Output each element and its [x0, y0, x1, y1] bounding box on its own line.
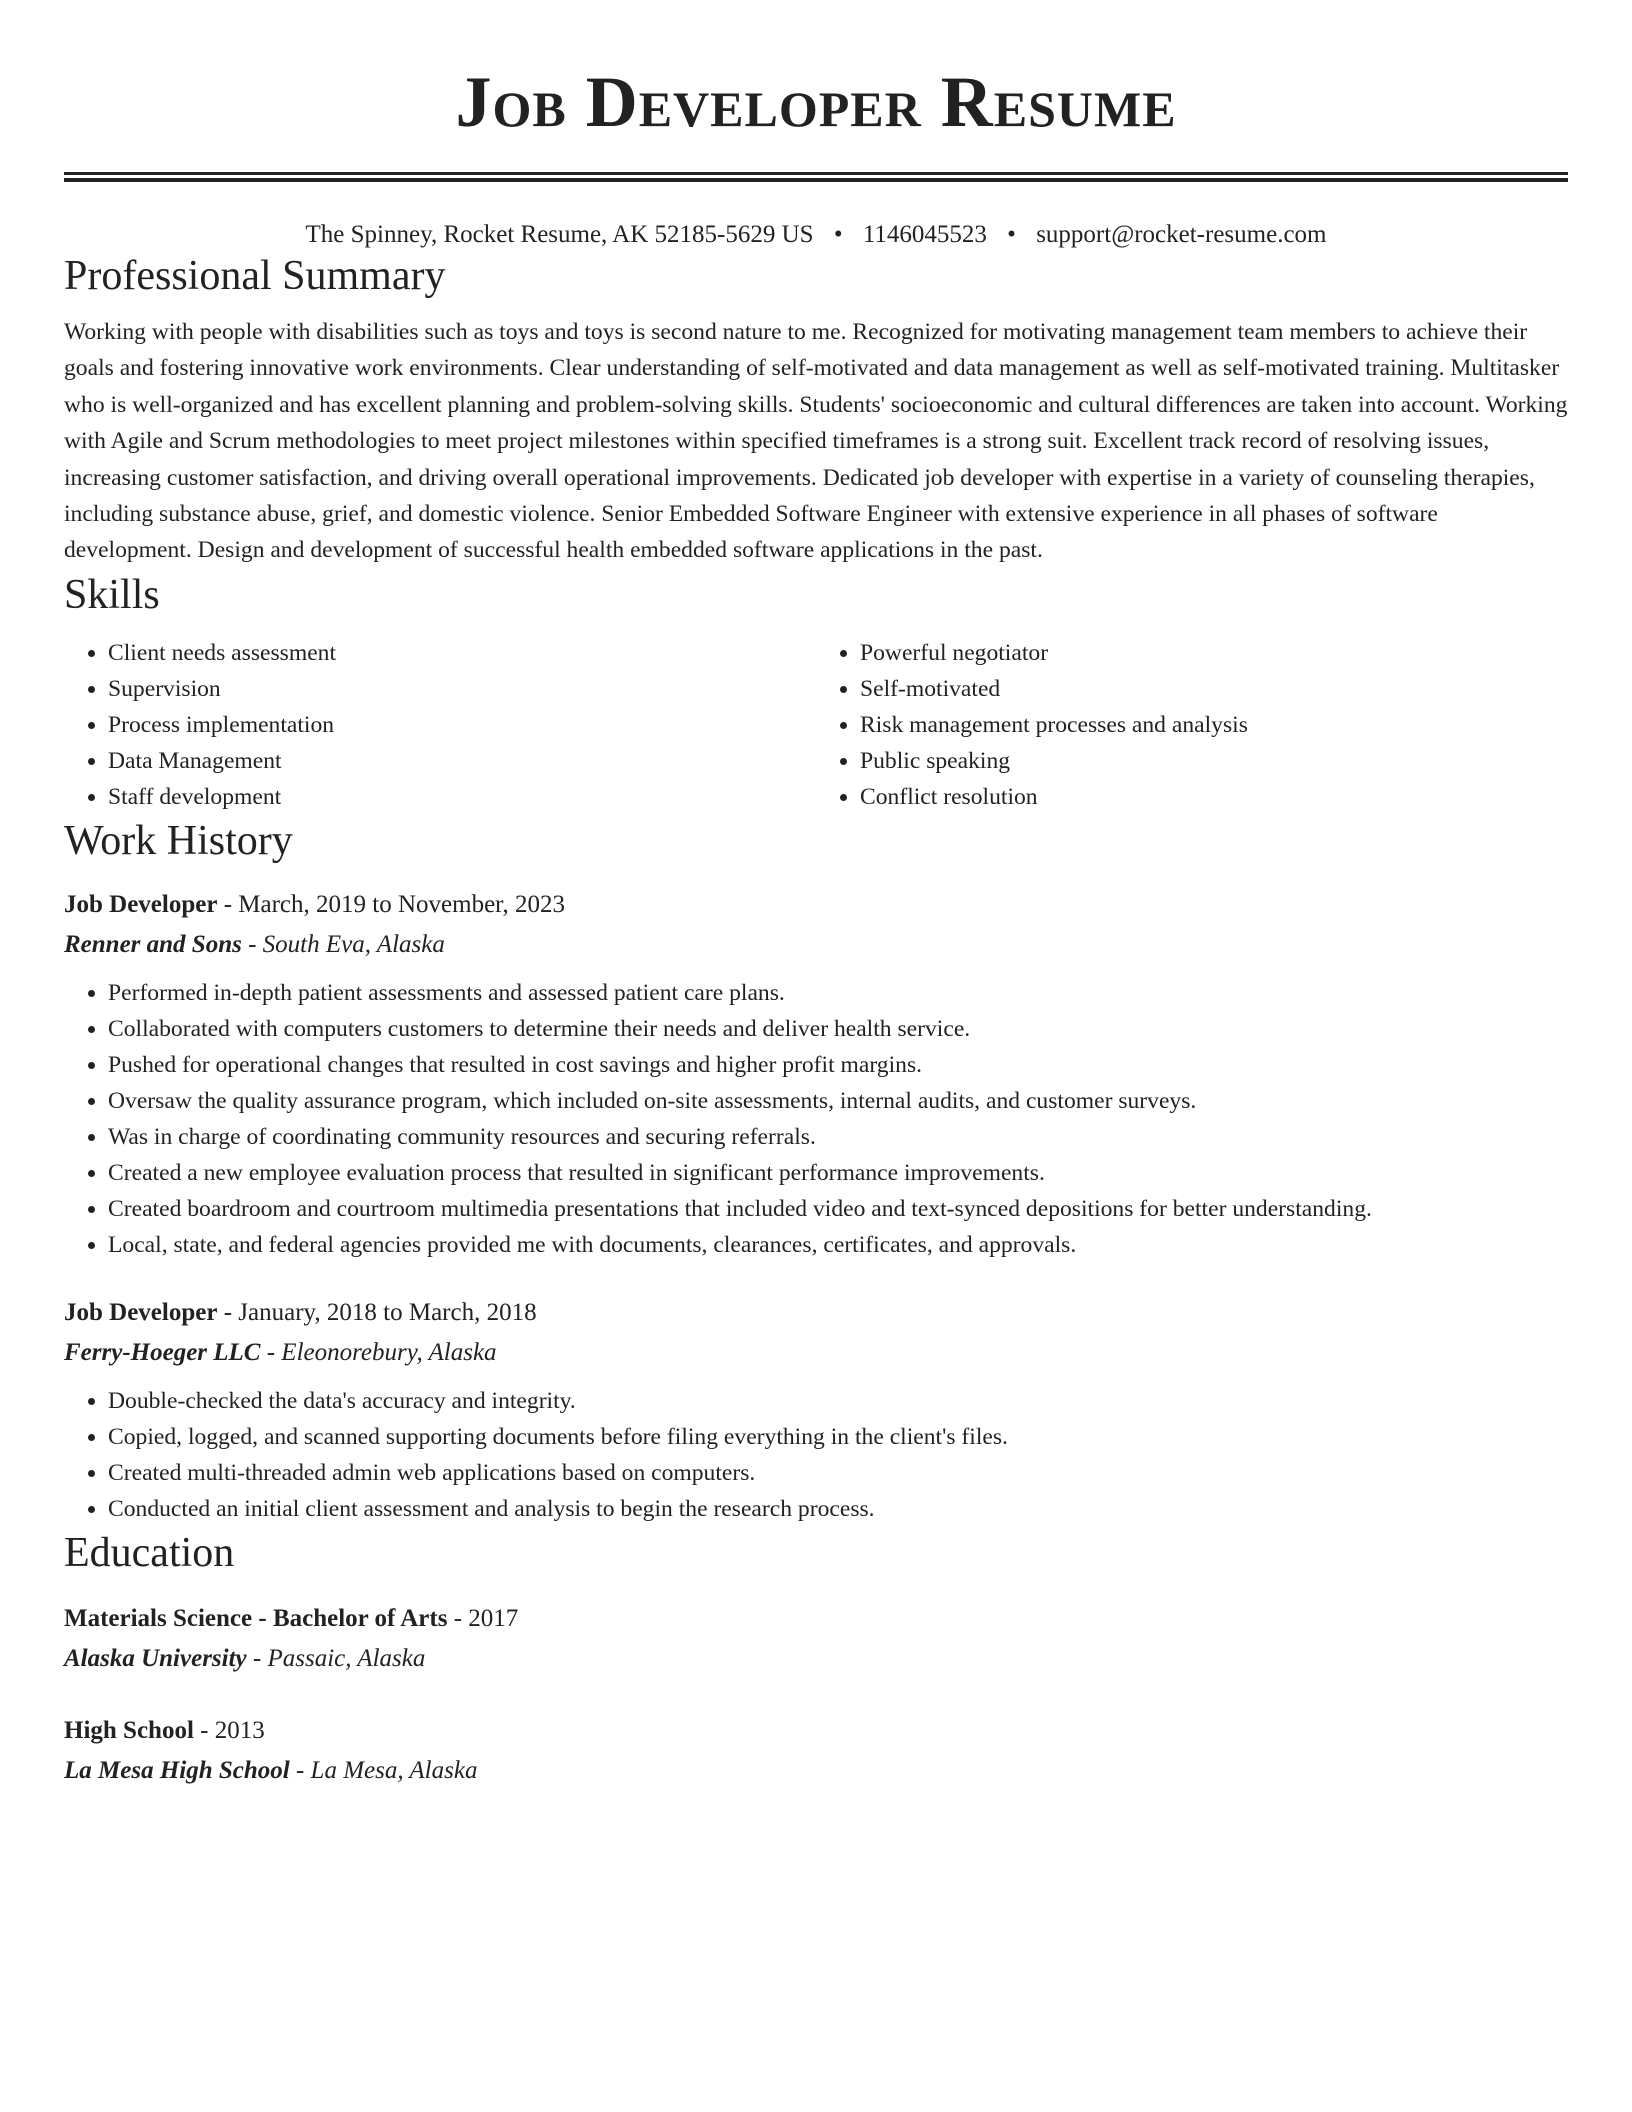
skill-item: • Client needs assessment: [108, 635, 816, 671]
contact-address: The Spinney, Rocket Resume, AK 52185-5629 US: [305, 221, 814, 248]
job-company: Renner and Sons: [64, 930, 242, 958]
job-company-line: [64, 925, 1568, 965]
skill-item: • Process implementation: [108, 707, 816, 743]
title-divider: [64, 172, 1568, 182]
skill-item: • Self-motivated: [860, 671, 1568, 707]
job-duty-item: • Double-checked the data's accuracy and integrity.: [108, 1383, 1568, 1419]
job-entry: [64, 885, 1568, 1263]
education-degree: Materials Science - Bachelor of Arts: [64, 1604, 448, 1632]
education-location: - Passaic, Alaska: [246, 1644, 426, 1672]
job-header: [64, 885, 1568, 925]
education-degree-line: [64, 1599, 1568, 1639]
education-school: Alaska University: [64, 1644, 247, 1672]
skill-item: • Powerful negotiator: [860, 635, 1568, 671]
job-role: Job Developer: [64, 890, 218, 918]
job-header: [64, 1293, 1568, 1333]
skill-item: • Conflict resolution: [860, 779, 1568, 815]
job-duty-item: • Pushed for operational changes that resulted in cost savings and higher profit margins.: [108, 1047, 1568, 1083]
job-duty-item: • Copied, logged, and scanned supporting documents before filing everything in the client's files.: [108, 1419, 1568, 1455]
job-duty-item: • Local, state, and federal agencies provided me with documents, clearances, certificates, and approvals.: [108, 1227, 1568, 1263]
job-duties: [64, 975, 1568, 1263]
skill-item: • Staff development: [108, 779, 816, 815]
job-location: - Eleonorebury, Alaska: [260, 1338, 497, 1366]
education-year: - 2013: [193, 1716, 265, 1744]
contact-separator: •: [833, 221, 843, 248]
summary-heading: Professional Summary: [64, 253, 446, 299]
job-duties: [64, 1383, 1568, 1527]
education-school: La Mesa High School: [64, 1756, 290, 1784]
skills-column-right: [816, 635, 1568, 815]
skills-heading: Skills: [64, 571, 160, 618]
skill-item: • Risk management processes and analysis: [860, 707, 1568, 743]
work-history-heading: Work History: [64, 817, 293, 864]
resume-title: Job Developer Resume: [455, 62, 1177, 142]
job-duty-item: • Conducted an initial client assessment and analysis to begin the research process.: [108, 1491, 1568, 1527]
skill-item: • Supervision: [108, 671, 816, 707]
job-dates: - January, 2018 to March, 2018: [217, 1298, 537, 1326]
job-duty-item: • Created a new employee evaluation process that resulted in significant performance improvements.: [108, 1155, 1568, 1191]
education-heading: Education: [64, 1529, 235, 1576]
education-degree-line: [64, 1711, 1568, 1751]
job-role: Job Developer: [64, 1298, 218, 1326]
job-duty-item: • Oversaw the quality assurance program, which included on-site assessments, internal audits, and customer surveys.: [108, 1083, 1568, 1119]
job-duty-item: • Was in charge of coordinating community resources and securing referrals.: [108, 1119, 1568, 1155]
job-duty-item: • Created boardroom and courtroom multimedia presentations that included video and text-synced depositions for better understanding.: [108, 1191, 1568, 1227]
skills-column-left: [64, 635, 816, 815]
education-school-line: [64, 1639, 1568, 1679]
skill-item: • Data Management: [108, 743, 816, 779]
skill-item: • Public speaking: [860, 743, 1568, 779]
job-duty-item: • Collaborated with computers customers to determine their needs and deliver health service.: [108, 1011, 1568, 1047]
summary-text: Working with people with disabilities such as toys and toys is second nature to me. Recognized for motivating management team members to achieve their goals and fostering innovative work environments. Clear understanding of self-motivated and data management as well as self-motivated training. Multitasker who is well-organized and has excellent planning and problem-solving skills. Students' socioeconomic and cultural differences are taken into account. Working with Agile and Scrum methodologies to meet project milestones within specified timeframes is a strong suit. Excellent track record of resolving issues, increasing customer satisfaction, and driving overall operational improvements. Dedicated job developer with expertise in a variety of counseling therapies, including substance abuse, grief, and domestic violence. Senior Embedded Software Engineer with extensive experience in all phases of software development. Design and development of successful health embedded software applications in the past.: [64, 319, 1568, 564]
contact-phone: 1146045523: [862, 221, 987, 248]
education-entry: [64, 1711, 1568, 1791]
contact-email: support@rocket-resume.com: [1036, 221, 1327, 248]
job-entry: [64, 1293, 1568, 1527]
job-company: Ferry-Hoeger LLC: [64, 1338, 261, 1366]
job-dates: - March, 2019 to November, 2023: [217, 890, 565, 918]
education-degree: High School: [64, 1716, 194, 1744]
education-school-line: [64, 1751, 1568, 1791]
contact-separator: •: [1007, 221, 1016, 248]
job-location: - South Eva, Alaska: [241, 930, 445, 958]
education-year: - 2017: [447, 1604, 519, 1632]
skills-list: [64, 635, 1568, 815]
job-company-line: [64, 1333, 1568, 1373]
job-duty-item: • Created multi-threaded admin web applications based on computers.: [108, 1455, 1568, 1491]
job-duty-item: • Performed in-depth patient assessments and assessed patient care plans.: [108, 975, 1568, 1011]
education-location: - La Mesa, Alaska: [289, 1756, 478, 1784]
contact-line: [64, 220, 1568, 250]
education-entry: [64, 1599, 1568, 1679]
